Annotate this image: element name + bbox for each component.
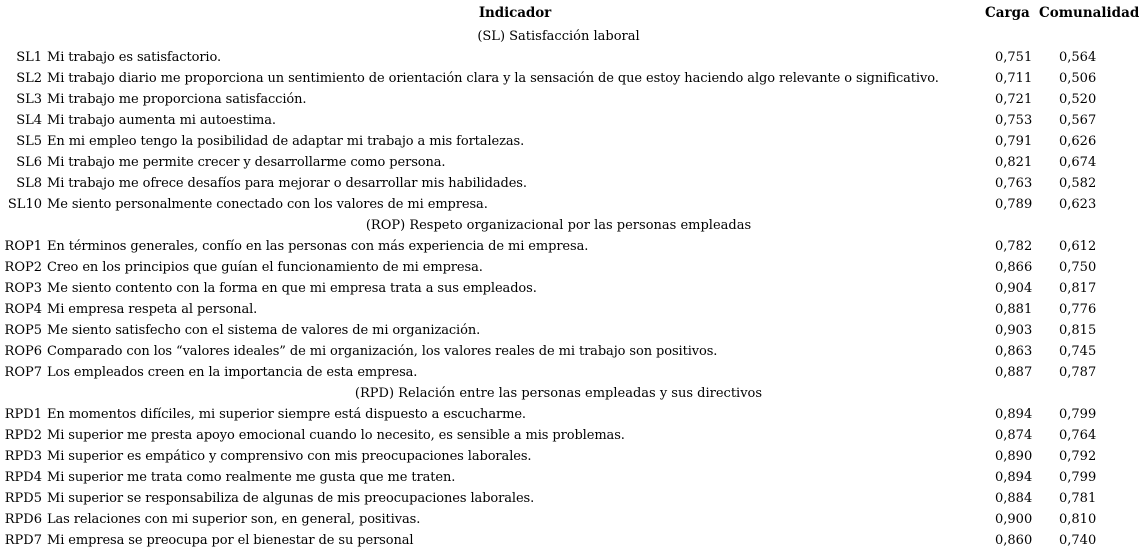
indicator-code: SL2 <box>16 71 42 86</box>
section-title: (SL) Satisfacción laboral <box>477 29 640 44</box>
carga-value: 0,751 <box>995 50 1033 65</box>
indicator-text: Me siento satisfecho con el sistema de valores de mi organización. <box>47 323 481 338</box>
carga-value: 0,900 <box>995 512 1033 527</box>
table-row <box>0 152 1117 173</box>
indicator-code: ROP6 <box>4 344 42 359</box>
carga-value: 0,721 <box>995 92 1033 107</box>
comunalidad-value: 0,740 <box>1059 533 1097 548</box>
indicator-text: Las relaciones con mi superior son, en general, positivas. <box>47 512 421 527</box>
carga-value: 0,860 <box>995 533 1033 548</box>
table-row <box>0 278 1117 299</box>
comunalidad-value: 0,817 <box>1059 281 1097 296</box>
indicator-code: SL1 <box>16 50 42 65</box>
indicator-code: SL5 <box>16 134 42 149</box>
section-heading-rpd <box>0 383 1117 404</box>
section-heading-rop <box>0 215 1117 236</box>
table-row <box>0 530 1117 551</box>
indicator-code: SL8 <box>16 176 42 191</box>
carga-value: 0,782 <box>995 239 1033 254</box>
comunalidad-value: 0,776 <box>1059 302 1097 317</box>
indicator-text: Mi trabajo diario me proporciona un sentimiento de orientación clara y la sensación de que estoy haciendo algo relevante o significativo. <box>47 71 939 86</box>
comunalidad-value: 0,810 <box>1059 512 1097 527</box>
table-row <box>0 131 1117 152</box>
indicator-code: SL3 <box>16 92 42 107</box>
section-heading-sl <box>0 26 1117 47</box>
comunalidad-value: 0,674 <box>1059 155 1097 170</box>
indicator-text: Mi superior me trata como realmente me gusta que me traten. <box>47 470 456 485</box>
comunalidad-value: 0,612 <box>1059 239 1097 254</box>
table-row <box>0 89 1117 110</box>
carga-value: 0,874 <box>995 428 1033 443</box>
comunalidad-value: 0,567 <box>1059 113 1097 128</box>
indicator-code: RPD7 <box>4 533 42 548</box>
table-row <box>0 488 1117 509</box>
carga-value: 0,866 <box>995 260 1033 275</box>
table-row <box>0 425 1117 446</box>
indicator-text: En términos generales, confío en las personas con más experiencia de mi empresa. <box>47 239 589 254</box>
carga-value: 0,903 <box>995 323 1033 338</box>
indicator-text: Me siento contento con la forma en que mi empresa trata a sus empleados. <box>47 281 537 296</box>
indicator-text: Mi superior se responsabiliza de algunas de mis preocupaciones laborales. <box>47 491 535 506</box>
table-row <box>0 320 1117 341</box>
table-row <box>0 47 1117 68</box>
indicator-code: RPD5 <box>4 491 42 506</box>
indicator-text: Mi empresa se preocupa por el bienestar de su personal <box>47 533 414 548</box>
indicator-code: RPD3 <box>4 449 42 464</box>
header-indicador: Indicador <box>478 5 552 21</box>
comunalidad-value: 0,799 <box>1059 407 1097 422</box>
indicator-code: RPD2 <box>4 428 42 443</box>
indicator-text: Comparado con los “valores ideales” de mi organización, los valores reales de mi trabajo son positivos. <box>47 344 718 359</box>
carga-value: 0,894 <box>995 470 1033 485</box>
indicator-code: RPD1 <box>4 407 42 422</box>
comunalidad-value: 0,506 <box>1059 71 1097 86</box>
comunalidad-value: 0,764 <box>1059 428 1097 443</box>
header-row <box>0 0 1117 26</box>
indicator-code: SL6 <box>16 155 42 170</box>
comunalidad-value: 0,626 <box>1059 134 1097 149</box>
indicator-text: Mi empresa respeta al personal. <box>47 302 258 317</box>
carga-value: 0,884 <box>995 491 1033 506</box>
indicator-code: ROP2 <box>4 260 42 275</box>
indicator-text: Mi trabajo aumenta mi autoestima. <box>47 113 276 128</box>
comunalidad-value: 0,792 <box>1059 449 1097 464</box>
carga-value: 0,881 <box>995 302 1033 317</box>
indicator-text: Mi trabajo me permite crecer y desarrollarme como persona. <box>47 155 446 170</box>
comunalidad-value: 0,781 <box>1059 491 1097 506</box>
indicator-code: ROP1 <box>4 239 42 254</box>
comunalidad-value: 0,564 <box>1059 50 1097 65</box>
carga-value: 0,863 <box>995 344 1033 359</box>
table-row <box>0 341 1117 362</box>
indicator-text: Mi trabajo me proporciona satisfacción. <box>47 92 307 107</box>
table-row <box>0 509 1117 530</box>
indicator-code: SL10 <box>7 197 42 212</box>
comunalidad-value: 0,745 <box>1059 344 1097 359</box>
carga-value: 0,711 <box>995 71 1033 86</box>
indicator-text: Creo en los principios que guían el funcionamiento de mi empresa. <box>47 260 483 275</box>
table-row <box>0 404 1117 425</box>
indicator-text: En mi empleo tengo la posibilidad de adaptar mi trabajo a mis fortalezas. <box>47 134 525 149</box>
header-comunalidad: Comunalidad <box>1039 5 1139 21</box>
table-row <box>0 110 1117 131</box>
indicator-text: Me siento personalmente conectado con los valores de mi empresa. <box>47 197 488 212</box>
indicator-code: ROP3 <box>4 281 42 296</box>
table-row <box>0 236 1117 257</box>
carga-value: 0,887 <box>995 365 1033 380</box>
indicator-code: ROP7 <box>4 365 42 380</box>
carga-value: 0,890 <box>995 449 1033 464</box>
table-row <box>0 173 1117 194</box>
table-row <box>0 68 1117 89</box>
carga-value: 0,753 <box>995 113 1033 128</box>
indicator-code: SL4 <box>16 113 42 128</box>
header-carga: Carga <box>985 5 1030 21</box>
comunalidad-value: 0,750 <box>1059 260 1097 275</box>
indicator-text: Mi superior es empático y comprensivo con mis preocupaciones laborales. <box>47 449 532 464</box>
carga-value: 0,791 <box>995 134 1033 149</box>
indicator-text: Mi trabajo me ofrece desafíos para mejorar o desarrollar mis habilidades. <box>47 176 527 191</box>
table-row <box>0 194 1117 215</box>
carga-value: 0,894 <box>995 407 1033 422</box>
table-row <box>0 257 1117 278</box>
table-row <box>0 362 1117 383</box>
comunalidad-value: 0,787 <box>1059 365 1097 380</box>
indicator-code: ROP5 <box>4 323 42 338</box>
table-row <box>0 446 1117 467</box>
indicator-code: RPD6 <box>4 512 42 527</box>
indicator-text: Mi superior me presta apoyo emocional cuando lo necesito, es sensible a mis problemas. <box>47 428 625 443</box>
comunalidad-value: 0,815 <box>1059 323 1097 338</box>
comunalidad-value: 0,623 <box>1059 197 1097 212</box>
indicator-text: Mi trabajo es satisfactorio. <box>47 50 222 65</box>
table-row <box>0 299 1117 320</box>
indicator-code: ROP4 <box>4 302 42 317</box>
table-row <box>0 467 1117 488</box>
comunalidad-value: 0,582 <box>1059 176 1097 191</box>
carga-value: 0,904 <box>995 281 1033 296</box>
indicator-code: RPD4 <box>4 470 42 485</box>
comunalidad-value: 0,799 <box>1059 470 1097 485</box>
carga-value: 0,821 <box>995 155 1033 170</box>
section-title: (RPD) Relación entre las personas empleadas y sus directivos <box>354 386 763 401</box>
indicator-text: Los empleados creen en la importancia de esta empresa. <box>47 365 418 380</box>
carga-value: 0,763 <box>995 176 1033 191</box>
comunalidad-value: 0,520 <box>1059 92 1097 107</box>
section-title: (ROP) Respeto organizacional por las personas empleadas <box>365 218 752 233</box>
header-code <box>0 0 46 26</box>
indicator-text: En momentos difíciles, mi superior siempre está dispuesto a escucharme. <box>47 407 526 422</box>
carga-value: 0,789 <box>995 197 1033 212</box>
